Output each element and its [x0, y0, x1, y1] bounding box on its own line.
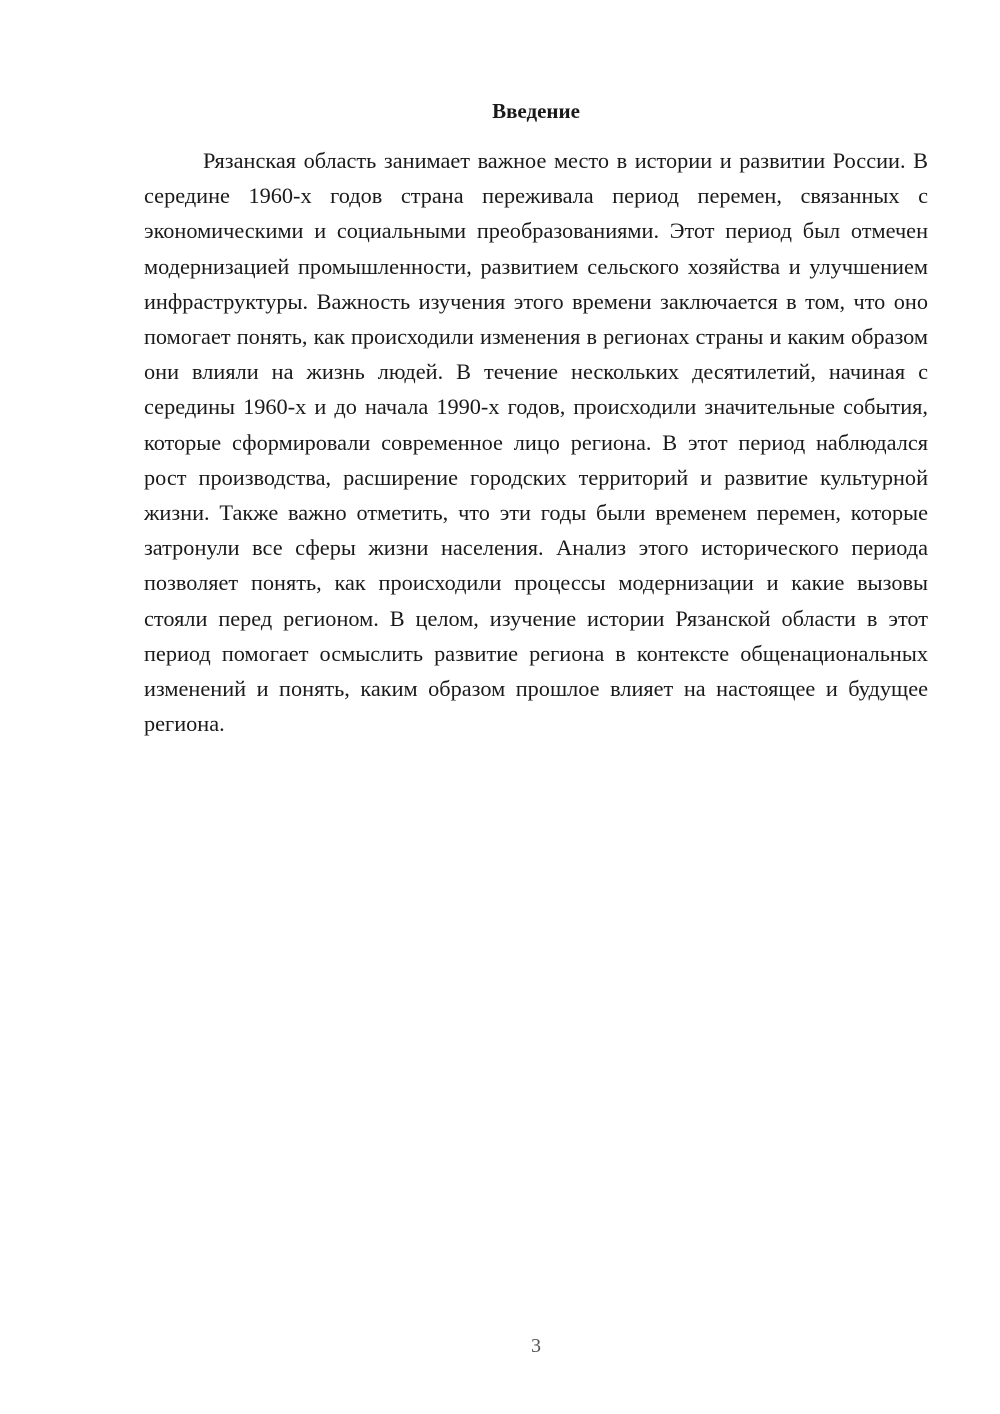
body-paragraph: Рязанская область занимает важное место в истории и развитии России. В середине 1960-х годов страна переживала период перемен, связанных с экономическими и социальными преобразованиями. Этот период был отмечен модернизацией промышленности, развитием сельского хозяйства и улучшением инфраструктуры. Важность изучения этого времени заключается в том, что оно помогает понять, как происходили изменения в регионах страны и каким образом они влияли на жизнь людей. В течение нескольких десятилетий, начиная с середины 1960-х и до начала 1990-х годов, происходили значительные события, которые сформировали современное лицо региона. В этот период наблюдался рост производства, расширение городских территорий и развитие культурной жизни. Также важно отметить, что эти годы были временем перемен, которые затронули все сферы жизни населения. Анализ этого исторического периода позволяет понять, как происходили процессы модернизации и какие вызовы стояли перед регионом. В целом, изучение истории Рязанской области в этот период помогает осмыслить развитие региона в контексте общенациональных изменений и понять, каким образом прошлое влияет на настоящее и будущее региона.	[144, 148, 928, 737]
section-heading: Введение	[492, 99, 580, 123]
page-number: 3	[531, 1335, 541, 1357]
